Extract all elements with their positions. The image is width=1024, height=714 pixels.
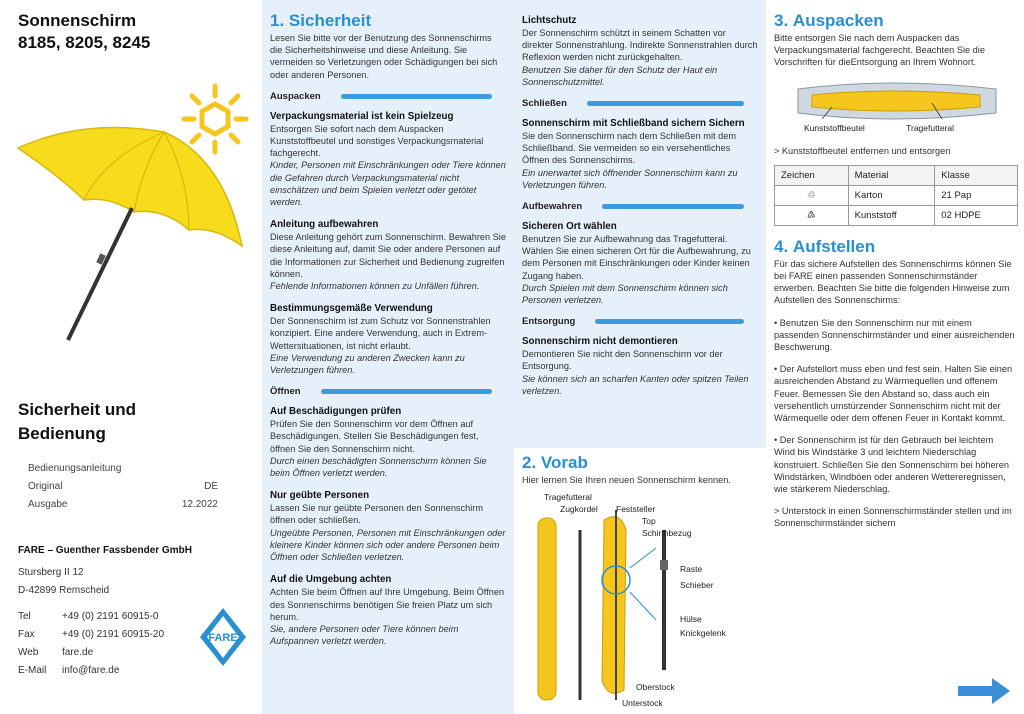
info-block: Sicheren Ort wählen Benutzen Sie zur Aufbewahrung das Tragefutteral. Wählen Sie einen sicheren Ort für die Aufbewahrung, zu dem Personen mit Einschränkungen oder Kinder keinen Zugang haben. Durch Spielen mit dem Sonnenschirm können sich Personen verletzen. — [522, 221, 751, 306]
fare-logo — [198, 606, 248, 668]
aufstellen-step: > Unterstock in einen Sonnenschirmständer stellen und im Sonnenschirmständer sichern — [774, 506, 1012, 529]
info-block: Bestimmungsgemäße Verwendung Der Sonnenschirm ist zum Schutz vor Sonnenstrahlen konzipiert. Eine andere Verwendung, auch in Extrem-Wettersituationen, ist nicht erlaubt. Eine Verwendung zu anderen Zwecken kann zu Verletzungen führen. — [270, 303, 491, 376]
info-block: Sonnenschirm mit Schließband sichern Sichern Sie den Sonnenschirm nach dem Schließen mit dem Schließband. Sie vermeiden so ein versehentliches Öffnen des Sonnenschirms. Ein unerwartet sich öffnender Sonnenschirm kann zu Verletzungen führen. — [522, 118, 745, 190]
table-row: ♲ Karton 21 Pap — [775, 185, 1018, 205]
meta-row: Bedienungsanleitung — [28, 463, 122, 474]
next-arrow-icon[interactable] — [958, 678, 1010, 704]
document-title: Sicherheit und Bedienung — [18, 400, 137, 443]
cover-panel — [0, 0, 262, 714]
sicherheit-panel — [262, 0, 514, 714]
recycling-table: Zeichen Material Klasse ♲ Karton 21 Pap ♴ Kunststoff 02 HDPE — [774, 165, 1018, 226]
recycle-icon: ♲ — [775, 185, 849, 205]
section-heading-vorab: 2. Vorab — [522, 453, 588, 472]
sicherheit-continued-panel — [514, 0, 766, 714]
section-heading-auspacken: 3. Auspacken — [774, 11, 884, 30]
aufstellen-point: • Der Sonnenschirm ist für den Gebrauch bei leichtem Wind bis Windstärke 3 und leichtem Niederschlag konstruiert. Schließen Sie den Sonnenschirm bei höheren Windstärken, Windböen oder anderen Wettereregnissen, wie stärkerem Niederschlag. — [774, 435, 1009, 495]
meta-row: Ausgabe 12.2022 — [28, 499, 218, 510]
auspacken-step: > Kunststoffbeutel entfernen und entsorgen — [774, 145, 951, 156]
aufstellen-point: • Benutzen Sie den Sonnenschirm nur mit einem passenden Sonnenschirmständer und einer ausreichenden Beschwerung. — [774, 317, 1015, 353]
subsection-oeffnen: Öffnen — [270, 386, 506, 397]
label-feststeller: Feststeller — [616, 504, 656, 514]
sicherheit-intro: Lesen Sie bitte vor der Benutzung des Sonnenschirms die Sicherheitshinweise und diese Anleitung. Sie vermeiden so Verletzungen oder Schädigungen bei sich oder anderen Personen. — [270, 33, 498, 80]
aufstellen-point: • Der Aufstellort muss eben und fest sein. Halten Sie einen ausreichenden Abstand zu Wärmequellen und offenem Feuer. Bemessen Sie den Abstand so, dass auch ein versehentlich umstürzender Sonnenschirm nicht mit der Wärmequelle oder dem offenen Feuer in Kontakt kommt. — [774, 364, 1013, 424]
label-top: Top — [642, 516, 656, 526]
info-block: Sonnenschirm nicht demontieren Demontieren Sie nicht den Sonnenschirm vor der Entsorgung. Sie können sich an scharfen Kanten oder spitzen Teilen verletzen. — [522, 336, 749, 396]
umbrella-illustration — [14, 118, 246, 346]
product-name: Sonnenschirm — [18, 11, 137, 30]
info-block: Nur geübte Personen Lassen Sie nur geübte Personen den Sonnenschirm öffnen oder schließen. Ungeübte Personen, Personen mit Einschränkungen oder kleinere Kinder können sich oder andere Personen beim Öffnen oder Schließen verletzen. — [270, 490, 506, 563]
company-street: Stursberg II 12 — [18, 567, 84, 578]
info-block: Verpackungsmaterial ist kein Spielzeug Entsorgen Sie sofort nach dem Auspacken Kunststoffbeutel und sonstiges Verpackungsmaterial fachgerecht. Kinder, Personen mit Einschränkungen oder Tiere können die Gefahren durch Verpackungsmaterial nicht einschätzen und beim Spielen verletzt oder getötet werden. — [270, 110, 506, 208]
subsection-schliessen: Schließen — [522, 98, 758, 109]
vorab-intro: Hier lernen Sie Ihren neuen Sonnenschirm kennen. — [522, 475, 731, 485]
document-meta — [28, 460, 218, 514]
label-huelse: Hülse — [680, 614, 702, 624]
info-block: Lichtschutz Der Sonnenschirm schützt in seinem Schatten vor direkter Sonnenstrahlung. Indirekte Sonnenstrahlen durch Reflexion werden nicht zurückgehalten. Benutzen Sie daher für den Schutz der Haut ein Sonnenschutzmittel. — [522, 15, 758, 87]
contact-row: E-Mail info@fare.de — [18, 665, 120, 676]
company-city: D-42899 Remscheid — [18, 585, 110, 596]
section-heading-aufstellen: 4. Aufstellen — [774, 236, 876, 256]
meta-row: Original DE — [28, 481, 218, 492]
svg-text:FARE: FARE — [208, 632, 238, 644]
table-row: ♴ Kunststoff 02 HDPE — [775, 205, 1018, 225]
label-zugkordel: Zugkordel — [560, 504, 598, 514]
auspacken-aufstellen-panel — [766, 0, 1024, 714]
company-name: FARE – Guenther Fassbender GmbH — [18, 545, 192, 556]
packaging-illustration — [792, 79, 1002, 123]
subsection-aufbewahren: Aufbewahren — [522, 201, 758, 212]
umbrella-parts-diagram — [524, 500, 724, 710]
label-schieber: Schieber — [680, 580, 714, 590]
subsection-auspacken: Auspacken — [270, 91, 506, 102]
label-knickgelenk: Knickgelenk — [680, 628, 726, 638]
label-schirmbezug: Schirmbezug — [642, 528, 692, 538]
label-raste: Raste — [680, 564, 703, 574]
info-block: Auf Beschädigungen prüfen Prüfen Sie den Sonnenschirm vor dem Öffnen auf Beschädigungen. Stellen Sie Beschädigungen fest, öffnen Sie den Sonnenschirm nicht. Durch einen beschädigten Sonnenschirm können Sie beim Öffnen verletzt werden. — [270, 406, 487, 479]
contact-row: Tel +49 (0) 2191 60915-0 — [18, 611, 159, 622]
section-heading-sicherheit: 1. Sicherheit — [270, 11, 372, 30]
contact-row: Web fare.de — [18, 647, 94, 658]
label-tragefutteral: Tragefutteral — [544, 492, 592, 502]
info-block: Auf die Umgebung achten Achten Sie beim Öffnen auf Ihre Umgebung. Beim Öffnen des Sonnenschirms benötigen Sie freien Platz um sich herum. Sie, andere Personen oder Tiere können beim Aufspannen verletzt werden. — [270, 574, 505, 647]
vorab-panel — [514, 448, 766, 714]
label-unterstock: Unterstock — [622, 698, 663, 708]
subsection-entsorgung: Entsorgung — [522, 316, 758, 327]
label-oberstock: Oberstock — [636, 682, 675, 692]
aufstellen-intro: Für das sichere Aufstellen des Sonnenschirms können Sie bei FARE einen passenden Sonnenschirmständer erwerben. Beachten Sie bitte die folgenden Hinweise zum Aufstellen des Sonnenschirms: — [774, 258, 1012, 306]
plastic-recycle-icon: ♴ — [775, 205, 849, 225]
packaging-labels: Kunststoffbeutel Tragefutteral — [804, 122, 954, 133]
contact-row: Fax +49 (0) 2191 60915-20 — [18, 629, 165, 640]
info-block: Anleitung aufbewahren Diese Anleitung gehört zum Sonnenschirm. Bewahren Sie diese Anleitung auf, damit Sie oder andere Personen auf die Informationen zur Sicherheit und Bedienung zugreifen können. Fehlende Informationen können zu Unfällen führen. — [270, 219, 506, 292]
product-models: 8185, 8205, 8245 — [18, 33, 151, 52]
auspacken-intro: Bitte entsorgen Sie nach dem Auspacken das Verpackungsmaterial fachgerecht. Beachten Sie die Vorschriften für dieEntsorgung an Ihrem Wohnort. — [774, 33, 985, 68]
